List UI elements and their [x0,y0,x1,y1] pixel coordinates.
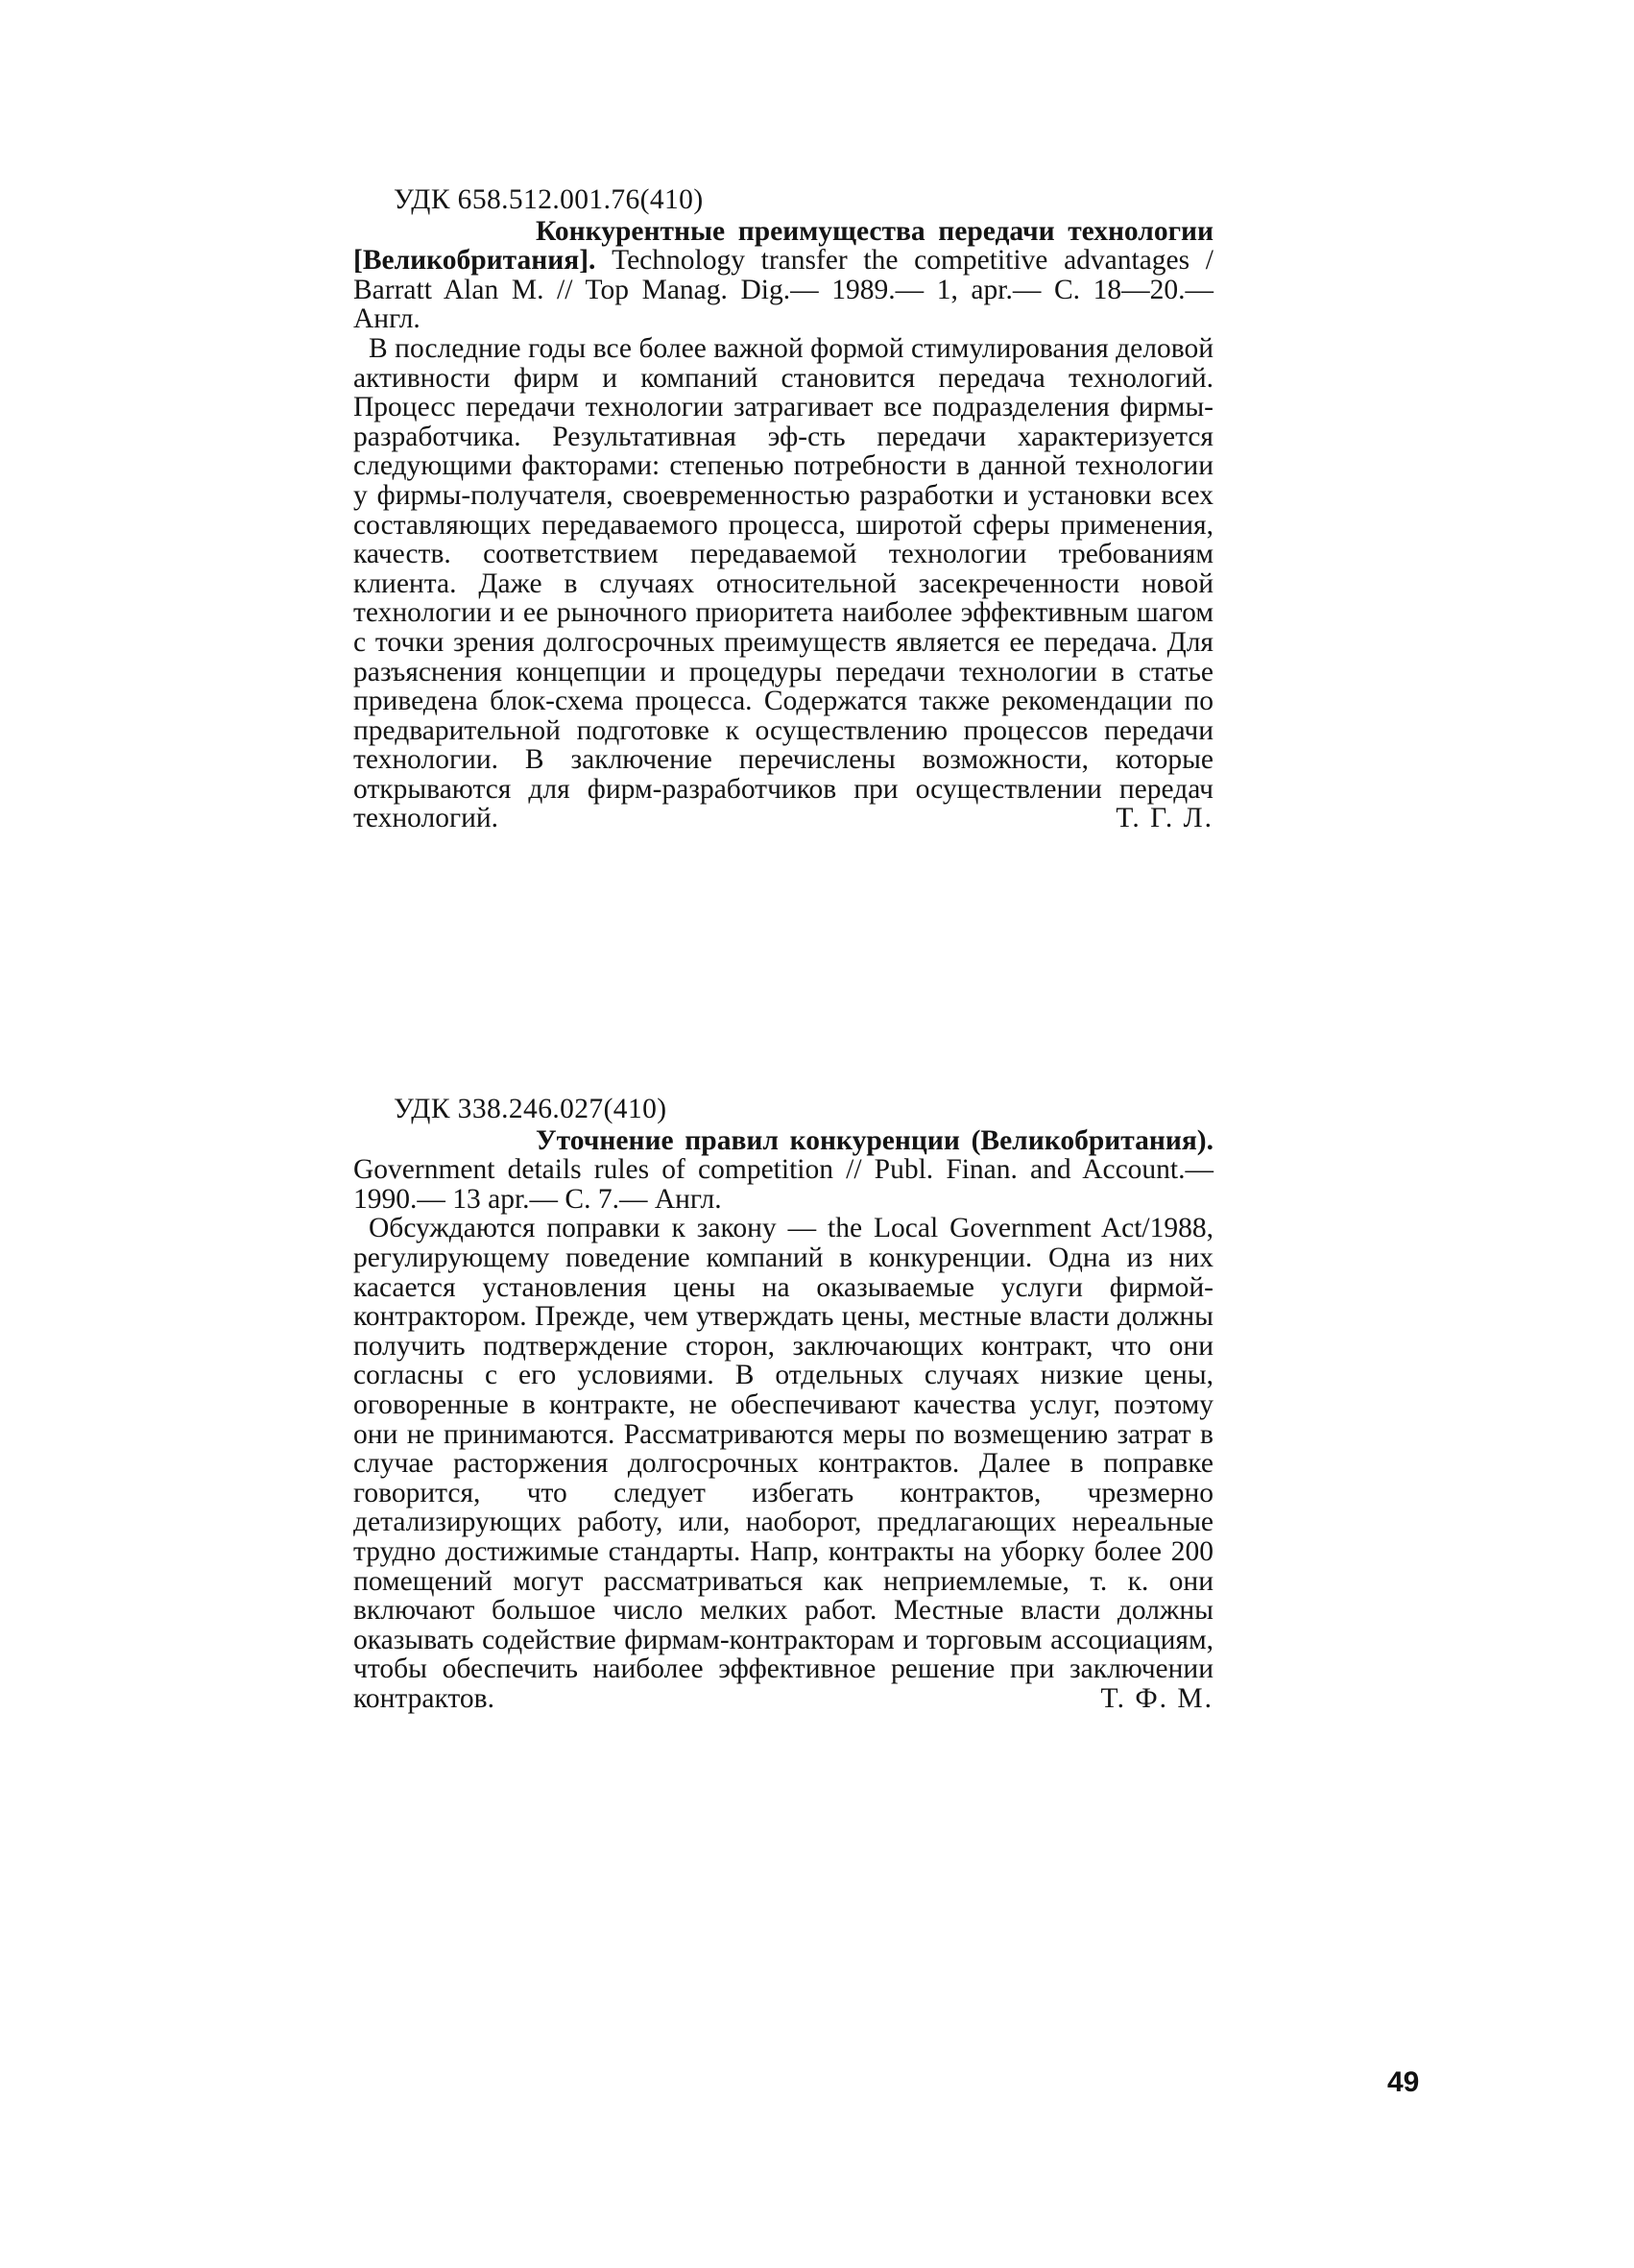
abstract-body [353,1214,1213,1713]
author-signature: Т. Г. Л. [1116,803,1213,834]
abstract-entry [353,185,1213,833]
author-signature: Т. Ф. М. [1100,1682,1213,1714]
abstract-title: Уточнение правил конкуренции (Великобритания). [536,1124,1213,1156]
bibliographic-reference [353,217,1213,334]
source-citation: Government details rules of competition // Publ. Finan. and Account.— 1990.— 13 apr.— C. 7.— Англ. [353,1154,1213,1215]
bibliographic-reference [353,1126,1213,1215]
page-number: 49 [1387,2066,1420,2098]
udk-code: УДК 658.512.001.76(410) [394,184,704,215]
udk-code: УДК 338.246.027(410) [394,1094,667,1124]
abstract-entry [353,1095,1213,1713]
abstract-text: В последние годы все более важной формой стимулирования деловой активности фирм и компаний становится передача технологий. Процесс передачи технологии затрагивает все подразделения фирмы-разработчика. Результативная эф-сть передачи характеризуется следующими факторами: степенью потребности в данной технологии у фирмы-получателя, своевременностью разработки и установки всех составляющих передаваемого процесса, широтой сферы применения, качеств. соответствием передаваемой технологии требованиям клиента. Даже в случаях относительной засекреченности новой технологии и ее рыночного приоритета наиболее эффективным шагом с точки зрения долгосрочных преимуществ является ее передача. Для разъяснения концепции и процедуры передачи технологии в статье приведена блок-схема процесса. Содержатся также рекомендации по предварительной подготовке к осуществлению процессов передачи технологии. В заключение перечислены возможности, которые открываются для фирм-разработчиков при осуществлении передач технологий. [353,332,1213,834]
abstract-text: Обсуждаются поправки к закону — the Local Government Act/1988, регулирующему поведение компаний в конкуренции. Одна из них касается установления цены на оказываемые услуги фирмой-контрактором. Прежде, чем утверждать цены, местные власти должны получить подтверждение сторон, заключающих контракт, что они согласны с его условиями. В отдельных случаях низкие цены, оговоренные в контракте, не обеспечивают качества услуг, поэтому они не принимаются. Рассматриваются меры по возмещению затрат в случае расторжения долгосрочных контрактов. Далее в поправке говорится, что следует избегать контрактов, чрезмерно детализирующих работу, или, наоборот, предлагающих нереальные трудно достижимые стандарты. Напр, контракты на уборку более 200 помещений могут рассматриваться как неприемлемые, т. к. они включают большое число мелких работ. Местные власти должны оказывать содействие фирмам-контракторам и торговым ассоциациям, чтобы обеспечить наиболее эффективное решение при заключении контрактов. [353,1213,1213,1714]
abstract-title: Конкурентные преимущества передачи технологии [Великобритания]. [353,215,1213,277]
source-citation: Technology transfer the competitive advantages / Barratt Alan M. // Top Manag. Dig.— 1989.— 1, apr.— C. 18—20.— Англ. [353,245,1213,335]
abstract-body [353,334,1213,833]
